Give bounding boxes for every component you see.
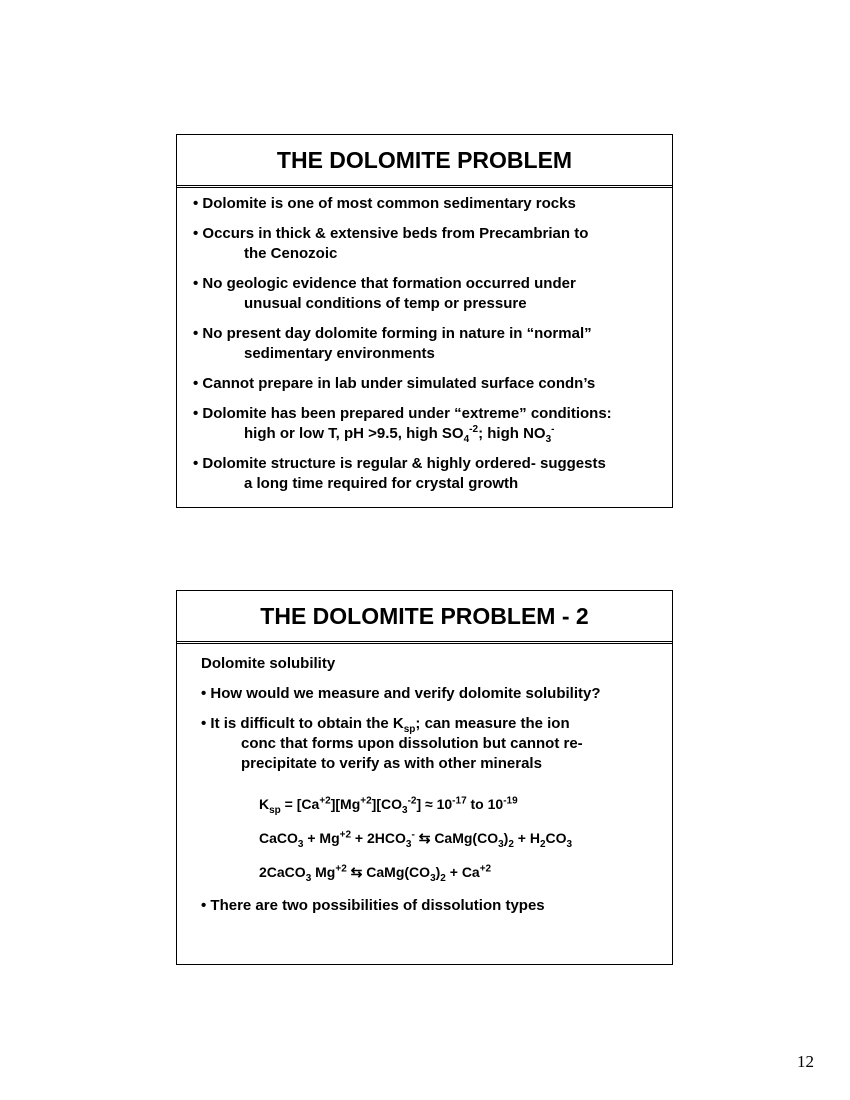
bullet-text: • There are two possibilities of dissolution types [201, 897, 545, 914]
slide-2 [176, 590, 673, 965]
bullet [193, 404, 658, 444]
slide-1 [176, 134, 673, 508]
bullet-text: • Dolomite is one of most common sedimentary rocks [193, 195, 576, 212]
bullet-text: • Dolomite structure is regular & highly ordered- suggests [193, 455, 606, 472]
slide-1-body [177, 188, 672, 494]
bullet-continuation: precipitate to verify as with other minerals [241, 755, 542, 772]
bullet [193, 454, 658, 494]
equation-reaction-1: CaCO$_3$ + $Mg^{+2} + 2HCO_3^-$ ⇆ $CaMg(CO_3)_2 + H_2CO_3$ [259, 829, 573, 850]
bullet [193, 274, 658, 314]
bullet [193, 374, 658, 394]
bullet-continuation: high or low T, pH >9.5, high $SO_4^{-2}$; high $NO_3^-$ [244, 424, 555, 445]
bullet-text: • Occurs in thick & extensive beds from Precambrian to [193, 225, 589, 242]
slide-2-title: THE DOLOMITE PROBLEM - 2 [177, 591, 672, 644]
bullet [201, 896, 658, 916]
bullet-continuation: a long time required for crystal growth [244, 475, 519, 492]
slide-1-title: THE DOLOMITE PROBLEM [177, 135, 672, 188]
bullet-continuation: unusual conditions of temp or pressure [244, 295, 527, 312]
equation-reaction-2: 2CaCO$_3$ $Mg^{+2}$ ⇆ $CaMg(CO_3)_2 + Ca^{+2}$ [259, 863, 492, 884]
bullet-text: • Dolomite has been prepared under “extreme” conditions: [193, 405, 612, 422]
bullet [193, 324, 658, 364]
bullet-text: • No geologic evidence that formation occurred under [193, 275, 576, 292]
bullet [201, 714, 658, 774]
bullet-text: • It is difficult to obtain the $K_{sp}$; can measure the ion [201, 715, 570, 735]
bullet-continuation: the Cenozoic [244, 245, 338, 262]
bullet-continuation: conc that forms upon dissolution but cannot re- [241, 735, 583, 752]
bullet-text: • No present day dolomite forming in nature in “normal” [193, 325, 592, 342]
section-heading: Dolomite solubility [201, 655, 336, 672]
bullet-text: • Cannot prepare in lab under simulated surface condn’s [193, 375, 596, 392]
bullet-continuation: sedimentary environments [244, 345, 435, 362]
slide-2-body [177, 644, 672, 916]
equation-ksp: $K_{sp} = [Ca^{+2}][Mg^{+2}][CO_3^{-2}] \approx 10^{-17}$ to $10^{-19}$ [259, 795, 518, 816]
page-number: 12 [797, 1052, 814, 1071]
bullet [193, 194, 658, 214]
bullet-text: • How would we measure and verify dolomite solubility? [201, 685, 601, 702]
bullet [201, 684, 658, 704]
bullet [193, 224, 658, 264]
